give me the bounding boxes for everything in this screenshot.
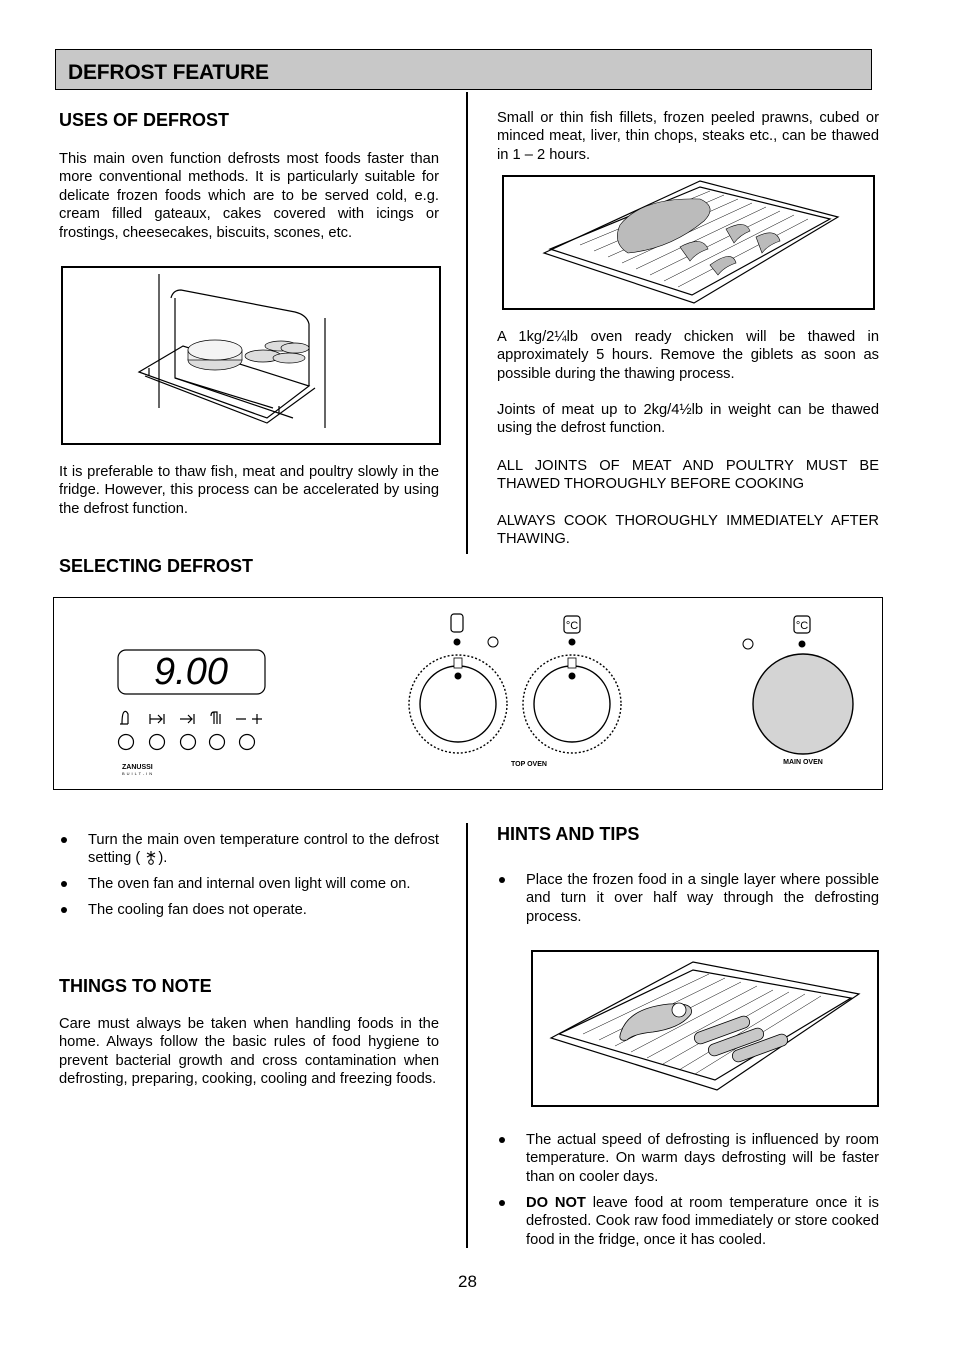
column-divider-top [466, 92, 468, 554]
top-oven-label: TOP OVEN [511, 761, 547, 768]
selecting-bullet-1: Turn the main oven temperature control to the defrost setting ( ). [59, 831, 439, 868]
note-heading: THINGS TO NOTE [59, 976, 212, 996]
clock-button-5 [240, 735, 255, 750]
warning-thaw-thoroughly: ALL JOINTS OF MEAT AND POULTRY MUST BE THAWED THOROUGHLY BEFORE COOKING [497, 458, 879, 493]
clock-button-1 [119, 735, 134, 750]
clock-button-2 [150, 735, 165, 750]
clock-button-4 [210, 735, 225, 750]
hints-bullet-2: The actual speed of defrosting is influenced by room temperature. On warm days defrosting will be faster than on cooler days. [497, 1131, 879, 1186]
fish-paragraph: Small or thin fish fillets, frozen peeled prawns, cubed or minced meat, liver, thin chops, steaks etc., can be thawed in 1 – 2 hours. [497, 110, 879, 163]
meat-sausages-rack-illustration [531, 950, 879, 1107]
control-panel-drawing [54, 598, 882, 789]
clock-display: 9.00 [154, 651, 228, 693]
cook-time-icon [150, 714, 164, 724]
oven-shelf-drawing [63, 268, 439, 443]
page-number: 28 [458, 1272, 477, 1291]
neon-indicator-1 [454, 639, 461, 646]
top-thermo-icon: °C [565, 620, 579, 632]
main-neon-indicator-2 [799, 641, 806, 648]
note-paragraph: Care must always be taken when handling foods in the home. Always follow the basic rules of food hygiene to prevent bacterial growth and cross contamination when defrosting, preparing, cooking, cooling and freezing foods. [59, 1016, 439, 1088]
section-title-bar [55, 49, 872, 90]
hints-bullet-3: DO NOT leave food at room temperature once it is defrosted. Cook raw food immediately or store cooked food in the fridge, once it has cooled. [497, 1194, 879, 1249]
oven-control-panel [53, 597, 883, 790]
defrost-symbol-icon [144, 850, 158, 865]
selecting-bullet-2: The oven fan and internal oven light will come on. [59, 875, 439, 893]
uses-paragraph: This main oven function defrosts most foods faster than more conventional methods. It is particularly suitable for delicate frozen foods which are to be served cold, e.g. cream filled gateaux, cakes covered with icings or frostings, cheesecakes, biscuits, scones, etc. [59, 151, 439, 241]
selecting-heading: SELECTING DEFROST [59, 556, 254, 576]
column-divider-bottom [466, 823, 468, 1248]
hints-heading: HINTS AND TIPS [497, 824, 640, 844]
warning-cook-immediately: ALWAYS COOK THOROUGHLY IMMEDIATELY AFTER THAWING. [497, 513, 879, 548]
hints-bullets-bottom [497, 1131, 879, 1256]
selecting-bullets [59, 831, 439, 927]
uses-heading: USES OF DEFROST [59, 110, 230, 130]
brand-sub: BUILT-IN [122, 771, 155, 776]
selecting-bullet-3: The cooling fan does not operate. [59, 901, 439, 919]
main-neon-indicator-1 [743, 639, 753, 649]
fish-rack-drawing [504, 177, 873, 308]
chicken-paragraph: A 1kg/2¼lb oven ready chicken will be thawed in approximately 5 hours. Remove the giblets as soon as possible during the thawing process. [497, 329, 879, 382]
top-oven-function-knob [409, 655, 507, 753]
meat-rack-drawing [533, 952, 877, 1105]
minus-plus-icon [236, 714, 262, 724]
main-thermo-icon: °C [795, 620, 809, 632]
neon-indicator-2 [488, 637, 498, 647]
page-title: DEFROST FEATURE [68, 61, 269, 84]
oven-shelf-illustration [61, 266, 441, 445]
thaw-paragraph: It is preferable to thaw fish, meat and poultry slowly in the fridge. However, this process can be accelerated by using the defrost function. [59, 464, 439, 517]
fish-prawns-rack-illustration [502, 175, 875, 310]
function-symbol-icon [451, 614, 463, 632]
manual-hand-icon [211, 712, 220, 724]
main-oven-label: MAIN OVEN [783, 759, 823, 766]
clock-button-3 [181, 735, 196, 750]
hints-bullet-1: Place the frozen food in a single layer where possible and turn it over half way through the defrosting process. [497, 871, 879, 926]
hints-bullets-top [497, 871, 879, 934]
top-oven-temperature-knob [523, 655, 621, 753]
main-oven-knob [753, 654, 853, 754]
joints-paragraph: Joints of meat up to 2kg/4½lb in weight can be thawed using the defrost function. [497, 402, 879, 437]
bell-icon [120, 711, 128, 724]
brand-logo: ZANUSSI [122, 764, 153, 771]
end-time-icon [180, 714, 194, 724]
neon-indicator-3 [569, 639, 576, 646]
